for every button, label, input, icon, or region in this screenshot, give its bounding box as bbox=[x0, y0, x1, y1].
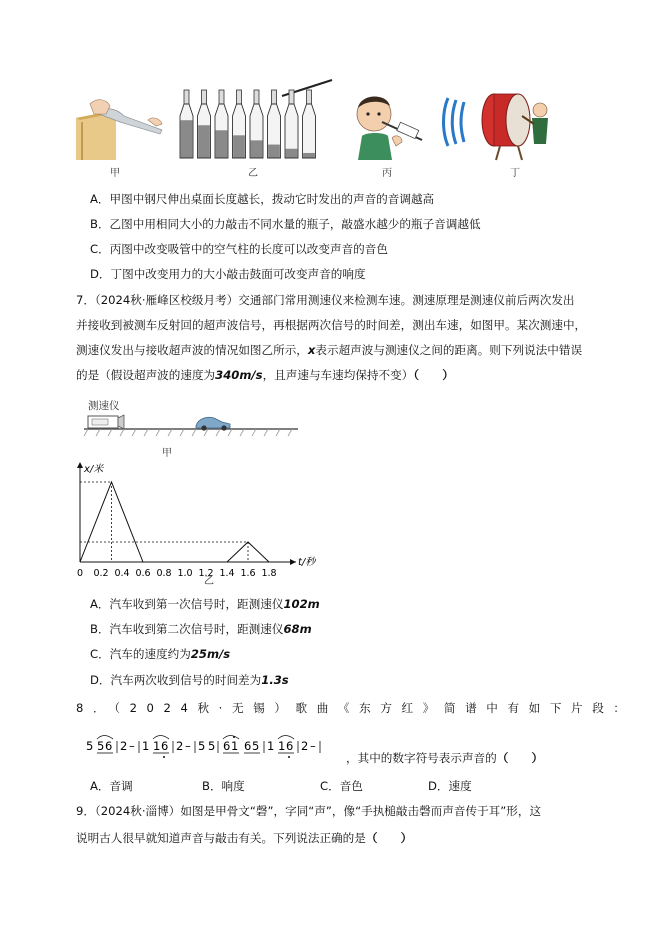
q7-option-a-text: A．汽车收到第一次信号时，距测速仪 bbox=[90, 597, 284, 611]
svg-text:6: 6 bbox=[161, 739, 169, 753]
q7-variable-x: x bbox=[307, 343, 316, 357]
q6-option-a: A．甲图中钢尺伸出桌面长度越长，拨动它时发出的声音的音调越高 bbox=[90, 192, 435, 206]
q6-option-b: B．乙图中用相同大小的力敲击不同水量的瓶子，敲盛水越少的瓶子音调越低 bbox=[90, 217, 481, 231]
figure-caption-ding: 丁 bbox=[510, 168, 520, 179]
q8-after-text: ，其中的数字符号表示声音的 bbox=[346, 751, 497, 765]
q7-option-d bbox=[90, 672, 289, 688]
svg-text:1: 1 bbox=[278, 739, 286, 753]
boy-blowing-straw-illustration bbox=[352, 88, 432, 160]
q9-line1-part-a: 9．（2024秋·淄博）如图是甲骨文“ bbox=[76, 804, 256, 818]
svg-text:5: 5 bbox=[252, 739, 260, 753]
q9-line2-text: 说明古人很早就知道声音与敲击有关。下列说法正确的是 bbox=[76, 831, 366, 845]
road-scene-illustration bbox=[84, 412, 304, 438]
q8-numbered-notation bbox=[84, 728, 354, 762]
x-tick-label: 1.4 bbox=[219, 568, 235, 579]
svg-text:5: 5 bbox=[97, 739, 105, 753]
q7-distance-time-chart bbox=[70, 458, 316, 588]
q9-word-sheng: 声 bbox=[314, 804, 326, 818]
svg-text:6: 6 bbox=[244, 739, 252, 753]
q7-stem-line-3 bbox=[76, 342, 582, 358]
q7-option-b-value: 68m bbox=[283, 622, 312, 636]
x-tick-label: 1.2 bbox=[198, 568, 214, 579]
svg-text:–: – bbox=[185, 739, 191, 753]
svg-text:2: 2 bbox=[176, 739, 184, 753]
q6-figures bbox=[70, 78, 590, 178]
q7-option-d-value: 1.3s bbox=[261, 673, 289, 687]
q9-line1-part-b: ”，字同“ bbox=[267, 804, 315, 818]
x-tick-label: 1.6 bbox=[240, 568, 256, 579]
svg-text:2: 2 bbox=[120, 739, 128, 753]
q7-option-a bbox=[90, 596, 320, 612]
q9-answer-paren: （ ） bbox=[365, 831, 413, 845]
svg-text:5: 5 bbox=[86, 739, 94, 753]
svg-text:1: 1 bbox=[153, 739, 161, 753]
svg-text:–: – bbox=[310, 739, 316, 753]
q7-option-a-value: 102m bbox=[283, 597, 320, 611]
figure-caption-bing: 丙 bbox=[382, 168, 392, 179]
q9-word-qing: 磬 bbox=[255, 804, 268, 818]
bottle bbox=[233, 90, 246, 158]
speed-detector-label: 测速仪 bbox=[88, 400, 120, 412]
y-axis-arrow bbox=[77, 462, 83, 468]
q9-stem-line-1 bbox=[76, 803, 541, 819]
bottle bbox=[180, 90, 193, 158]
x-tick-label: 0.4 bbox=[114, 568, 130, 579]
svg-text:6: 6 bbox=[286, 739, 294, 753]
q7-stem-line-1: 7．（2024秋·雁峰区校级月考）交通部门常用测速仪来检测车速。测速原理是测速仪前后两次发出 bbox=[76, 293, 575, 307]
q8-option-c: C．音色 bbox=[320, 779, 363, 793]
bottle bbox=[268, 90, 281, 158]
figure-caption-yi: 乙 bbox=[248, 168, 258, 179]
q7-option-c-value: 25m/s bbox=[190, 647, 231, 661]
svg-text:1: 1 bbox=[267, 739, 275, 753]
q7-option-b-text: B．汽车收到第二次信号时，距测速仪 bbox=[90, 622, 284, 636]
q7-stem-line-2: 并接收到被测车反射回的超声波信号，再根据两次信号的时间差，测出车速，如图甲。某次测速中， bbox=[76, 318, 587, 332]
q7-line3-part-b: 表示超声波与测速仪之间的距离。则下列说法中错误 bbox=[315, 343, 583, 357]
svg-text:1: 1 bbox=[231, 739, 239, 753]
bottle bbox=[285, 90, 298, 158]
q7-figure-jia bbox=[84, 398, 304, 460]
q9-line1-part-c: ”，像“手执槌敲击磬而声音传于耳”形，这 bbox=[325, 804, 542, 818]
q8-options bbox=[90, 778, 520, 794]
q7-option-b bbox=[90, 621, 312, 637]
q7-figure-yi-caption: 乙 bbox=[204, 576, 214, 587]
q8-stem-line-1: 8．（2024秋·无锡）歌曲《东方红》简谱中有如下片段： bbox=[76, 701, 635, 715]
water-bottles-illustration bbox=[178, 78, 338, 160]
x-axis-label: t/秒 bbox=[298, 557, 316, 568]
x-tick-label: 0.8 bbox=[156, 568, 172, 579]
q6-option-c: C．丙图中改变吸管中的空气柱的长度可以改变声音的音色 bbox=[90, 242, 388, 256]
svg-text:1: 1 bbox=[142, 739, 150, 753]
q8-option-a: A．音调 bbox=[90, 779, 133, 793]
bottle bbox=[215, 90, 228, 158]
svg-text:2: 2 bbox=[301, 739, 309, 753]
notation-marks bbox=[84, 728, 354, 762]
svg-text:6: 6 bbox=[105, 739, 113, 753]
q8-option-d: D．速度 bbox=[428, 779, 472, 793]
q8-stem-after-notation bbox=[346, 750, 543, 766]
bottle bbox=[303, 90, 316, 158]
q7-option-c-text: C．汽车的速度约为 bbox=[90, 647, 191, 661]
q7-figure-jia-caption: 甲 bbox=[162, 448, 172, 459]
x-tick-label: 0 bbox=[76, 568, 84, 579]
q7-line4-part-a: 的是（假设超声波的速度为 bbox=[76, 368, 216, 382]
x-tick-label: 1.0 bbox=[177, 568, 193, 579]
ruler-on-table-illustration bbox=[76, 96, 166, 160]
q8-option-b: B．响度 bbox=[202, 779, 245, 793]
x-tick-label: 0.2 bbox=[93, 568, 109, 579]
x-tick-label: 0.6 bbox=[135, 568, 151, 579]
q7-option-c bbox=[90, 646, 230, 662]
drum-being-struck-illustration bbox=[442, 88, 552, 160]
svg-text:5: 5 bbox=[198, 739, 206, 753]
y-axis-label: x/米 bbox=[84, 464, 104, 475]
svg-text:6: 6 bbox=[223, 739, 231, 753]
q9-stem-line-2 bbox=[76, 830, 412, 846]
q8-answer-paren: （ ） bbox=[496, 751, 544, 765]
bottle bbox=[250, 90, 263, 158]
svg-text:–: – bbox=[129, 739, 135, 753]
x-tick-label: 1.8 bbox=[261, 568, 277, 579]
figure-caption-jia: 甲 bbox=[110, 168, 120, 179]
q7-answer-paren: （ ） bbox=[413, 368, 454, 382]
q7-option-d-text: D．汽车两次收到信号的时间差为 bbox=[90, 673, 262, 687]
bottle bbox=[198, 90, 211, 158]
svg-text:5: 5 bbox=[208, 739, 216, 753]
q7-line3-part-a: 测速仪发出与接收超声波的情况如图乙所示， bbox=[76, 343, 308, 357]
q7-stem-line-4 bbox=[76, 367, 454, 383]
q7-sound-speed: 340m/s bbox=[215, 368, 263, 382]
x-axis-arrow bbox=[290, 559, 296, 565]
q7-line4-part-b: ，且声速与车速均保持不变） bbox=[262, 368, 414, 382]
q6-option-d: D．丁图中改变用力的大小敲击鼓面可改变声音的响度 bbox=[90, 267, 366, 281]
